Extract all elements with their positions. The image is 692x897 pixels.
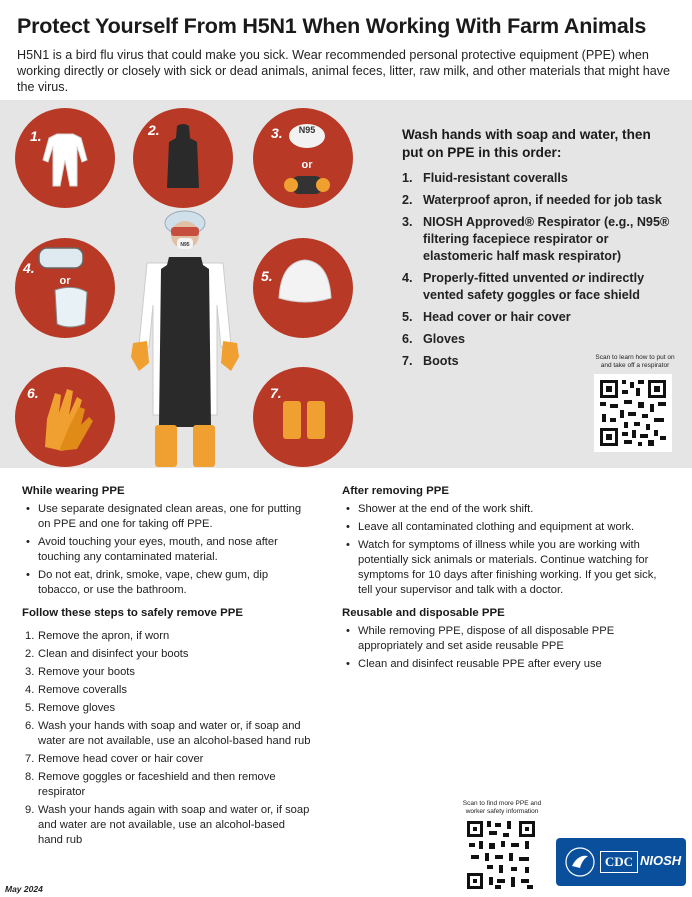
after-removing-heading: After removing PPE	[342, 485, 449, 497]
qr-code-icon	[465, 819, 537, 891]
list-item: • Do not eat, drink, smoke, vape, chew gum, dip tobacco, or use the bathroom.	[22, 568, 312, 598]
list-item: • Shower at the end of the work shift.	[342, 502, 672, 517]
list-item: • Use separate designated clean areas, one for putting on PPE and one for taking off PPE.	[22, 502, 312, 532]
list-item: 1. Remove the apron, if worn	[25, 630, 170, 642]
respirator-circle	[253, 108, 353, 208]
while-wearing-heading: While wearing PPE	[22, 485, 125, 497]
n95-label: N95	[298, 125, 316, 135]
list-item: 5. Remove gloves	[25, 702, 116, 714]
or-label: or	[301, 159, 313, 171]
list-item: 9. Wash your hands again with soap and water or, if soap and water are not available, use an alcohol-based hand rub	[25, 804, 310, 846]
goggles-icon	[15, 238, 115, 338]
list-item: 5. Head cover or hair cover	[402, 310, 571, 324]
goggles-circle	[15, 238, 115, 338]
step-label: 7.	[270, 385, 282, 401]
step-label: 1.	[30, 128, 42, 144]
reusable-heading: Reusable and disposable PPE	[342, 607, 505, 619]
list-item: • Clean and disinfect reusable PPE after every use	[342, 657, 672, 672]
donning-heading: Wash hands with soap and water, then put on PPE in this order:	[402, 127, 651, 160]
step-label: 6.	[27, 385, 39, 401]
gloves-circle	[15, 367, 115, 467]
list-item: 3. Remove your boots	[25, 666, 136, 678]
list-item: 7. Remove head cover or hair cover	[25, 753, 204, 765]
list-item: 4. Properly-fitted unvented or indirectly vented safety goggles or face shield	[402, 271, 645, 302]
respirator-icon	[253, 108, 353, 208]
qr-caption-respirator: Scan to learn how to put on and take off a respirator	[595, 354, 675, 369]
qr-code-respirator[interactable]	[594, 374, 672, 452]
publication-date: May 2024	[5, 884, 43, 894]
apron-icon	[133, 108, 233, 208]
list-item: 2. Clean and disinfect your boots	[25, 648, 189, 660]
intro-text: H5N1 is a bird flu virus that could make you sick. Wear recommended personal protective equipment (PPE) when working directly or closely with sick or dead animals, animal feces, litter, raw milk, and other materials that might have the virus.	[17, 48, 671, 94]
step-label: 4.	[23, 260, 35, 276]
list-item: 6. Wash your hands with soap and water or, if soap and water are not available, use an alcohol-based hand rub	[25, 720, 311, 747]
list-item: 3. NIOSH Approved® Respirator (e.g., N95® filtering facepiece respirator or elastomeric half mask respirator)	[402, 215, 670, 263]
list-item: 8. Remove goggles or faceshield and then remove respirator	[25, 771, 276, 798]
remove-steps-heading: Follow these steps to safely remove PPE	[22, 607, 243, 619]
list-item: 1. Fluid-resistant coveralls	[402, 171, 568, 185]
donning-order	[402, 126, 672, 375]
figure-mask-label: N95	[180, 242, 190, 248]
qr-code-icon	[594, 374, 672, 452]
hair-cover-icon	[253, 238, 353, 338]
list-item: • Avoid touching your eyes, mouth, and nose after touching any contaminated material.	[22, 535, 312, 565]
coveralls-icon	[15, 108, 115, 208]
niosh-logo-text: NIOSH	[640, 853, 682, 868]
list-item: • Leave all contaminated clothing and equipment at work.	[342, 520, 672, 535]
step-label: 2.	[148, 122, 160, 138]
left-column	[22, 484, 312, 851]
apron-circle	[133, 108, 233, 208]
list-item: 4. Remove coveralls	[25, 684, 127, 696]
coveralls-circle	[15, 108, 115, 208]
boots-circle	[253, 367, 353, 467]
ppe-figure-illustration	[125, 205, 245, 470]
hair-cover-circle	[253, 238, 353, 338]
boots-icon	[253, 367, 353, 467]
step-label: 3.	[271, 125, 283, 141]
gloves-icon	[15, 367, 115, 467]
right-column	[342, 484, 672, 680]
step-label: 5.	[261, 268, 273, 284]
list-item: 2. Waterproof apron, if needed for job task	[402, 193, 662, 207]
qr-caption-safety: Scan to find more PPE and worker safety information	[462, 800, 542, 815]
or-label: or	[59, 275, 71, 287]
list-item: 6. Gloves	[402, 332, 465, 346]
cdc-niosh-logo	[556, 838, 686, 886]
cdc-logo-text: CDC	[600, 851, 638, 873]
list-item: • Watch for symptoms of illness while you are working with potentially sick animals or materials. Continue watching for symptoms for 10 days after finishing working. If you get sick, tell your supervisor and talk with a doctor.	[342, 538, 672, 598]
list-item: • While removing PPE, dispose of all disposable PPE appropriately and set aside reusable PPE	[342, 624, 672, 654]
qr-code-safety[interactable]	[465, 819, 537, 891]
list-item: 7. Boots	[402, 354, 459, 368]
page-title: Protect Yourself From H5N1 When Working With Farm Animals	[17, 14, 647, 38]
hhs-eagle-icon	[564, 846, 596, 878]
